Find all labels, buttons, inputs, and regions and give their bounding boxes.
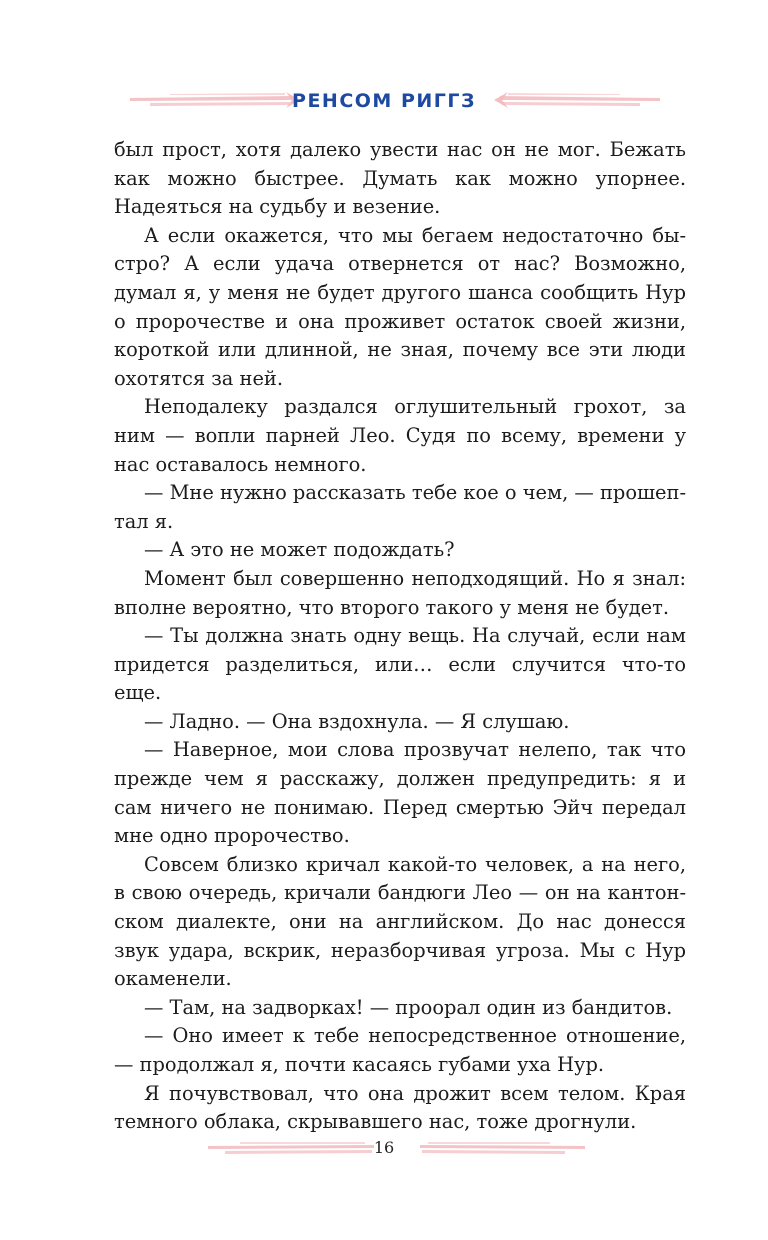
paragraph: был прост, хотя далеко увести нас он не мог. Бежать как можно быстрее. Думать как можно упорнее. Надеяться на судьбу и везение. (114, 138, 686, 219)
paragraph: А если окажется, что мы бегаем недостаточно быстро? А если удача отвернется от нас? Возможно, думал я, у меня не будет другого шанса сообщить Нур о пророчестве и она проживет остаток своей жизни, короткой или длинной, не зная, почему все эти люди охотятся за ней. (114, 223, 686, 390)
paragraph: Момент был совершенно неподходящий. Но я знал: вполне вероятно, что второго такого у меня не будет. (114, 566, 686, 619)
paragraph: — Оно имеет к тебе непосредственное отношение, — продолжал я, почти касаясь губами уха Нур. (114, 1024, 686, 1076)
paragraph: — Мне нужно рассказать тебе кое о чем, — прошептал я. (114, 481, 686, 533)
paragraph: Неподалеку раздался оглушительный грохот, за ним — вопли парней Лео. Судя по всему, времени у нас оставалось немного. (114, 395, 686, 476)
paragraph: — Там, на задворках! — проорал один из бандитов. (144, 995, 673, 1019)
paragraph: — Ты должна знать одну вещь. На случай, если нам придется разделиться, или… если случится что-то еще. (114, 624, 686, 705)
paragraph: — А это не может подождать? (144, 538, 455, 562)
paragraph: Совсем близко кричал какой-то человек, а на него, в свою очередь, кричали бандюги Лео — он на кантонском диалекте, они на английском. До нас донесся звук удара, вскрик, неразборчивая угроза. Мы с Нур окаменели. (114, 852, 686, 991)
page-footer (0, 1132, 768, 1172)
paragraph: Я почувствовал, что она дрожит всем телом. Края темного облака, скрывавшего нас, тоже дрогнули. (114, 1081, 686, 1134)
page-number: 16 (373, 1138, 395, 1157)
running-head: РЕНСОМ РИГГЗ (292, 90, 476, 112)
paragraph: — Наверное, мои слова прозвучат нелепо, так что прежде чем я расскажу, должен предупредить: я и сам ничего не понимаю. Перед смертью Эйч передал мне одно пророчество. (114, 738, 686, 848)
paragraph: — Ладно. — Она вздохнула. — Я слушаю. (144, 709, 570, 733)
page-header (0, 82, 768, 122)
body-text (114, 136, 686, 1137)
